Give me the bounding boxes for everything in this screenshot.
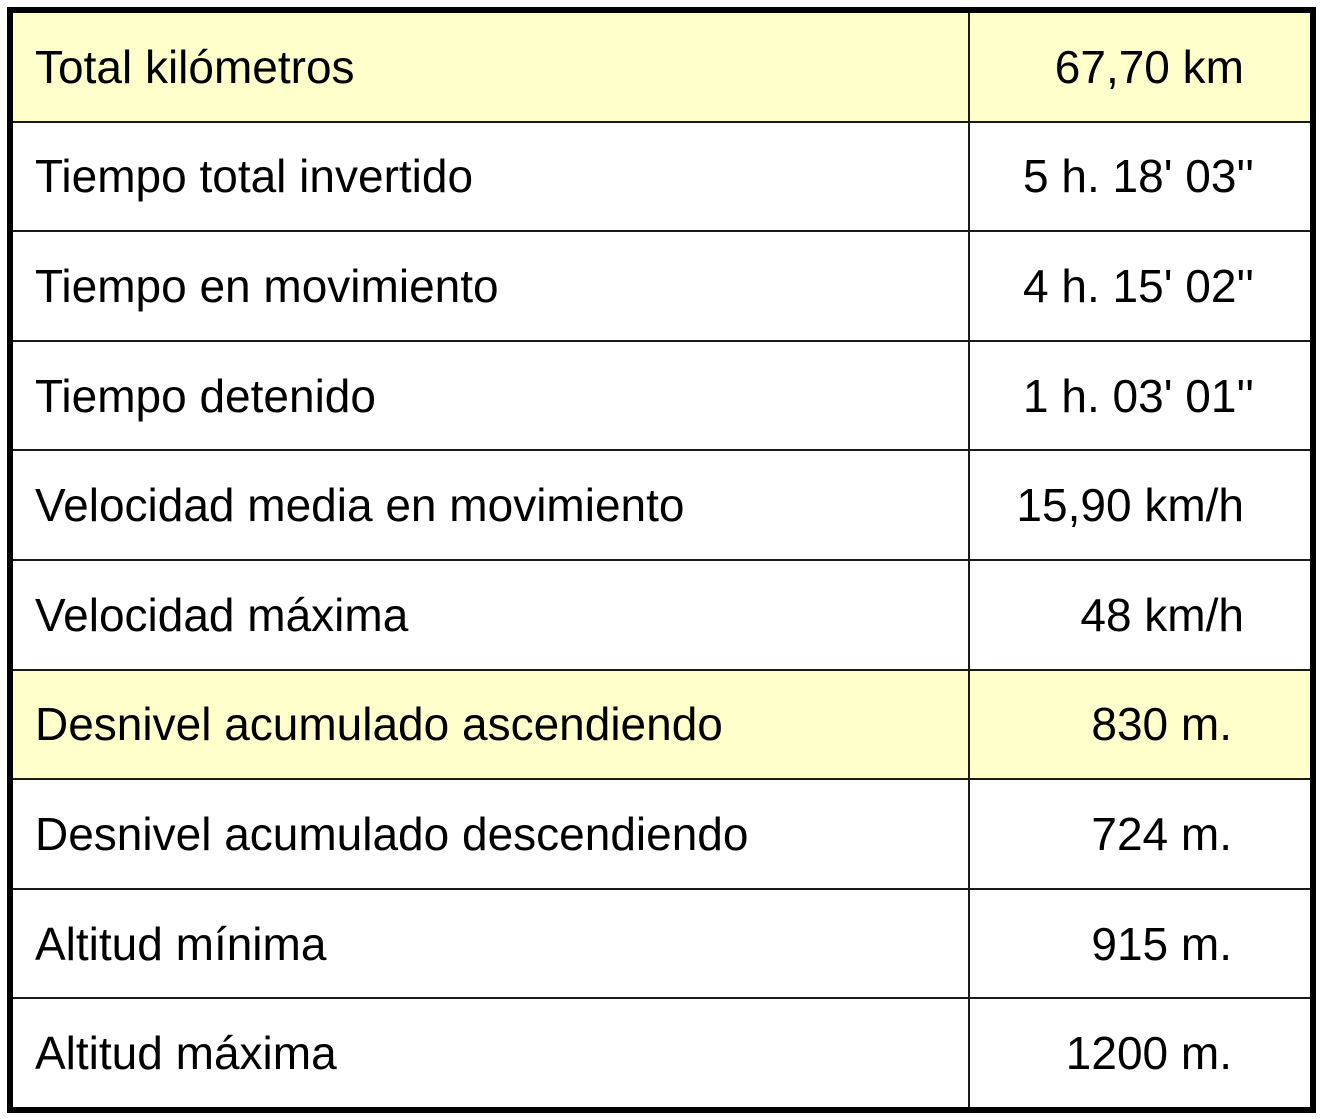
row-label: Tiempo total invertido [13, 123, 970, 231]
row-label: Altitud máxima [13, 999, 970, 1107]
table-row-max-speed [13, 559, 1310, 669]
table-row-descent [13, 778, 1310, 888]
table-row-stopped-time [13, 340, 1310, 450]
table-row-moving-time [13, 230, 1310, 340]
row-label: Altitud mínima [13, 890, 970, 998]
row-value: 5 h. 18' 03'' [1023, 150, 1254, 203]
row-label: Desnivel acumulado ascendiendo [13, 671, 970, 779]
route-stats-table [7, 7, 1316, 1113]
row-label: Desnivel acumulado descendiendo [13, 780, 970, 888]
table-row-max-altitude [13, 997, 1310, 1107]
row-value: 724 m. [1091, 807, 1232, 860]
row-label: Tiempo en movimiento [13, 232, 970, 340]
row-value: 67,70 km [1054, 40, 1244, 93]
row-value: 1 h. 03' 01'' [1023, 369, 1254, 422]
row-value: 15,90 km/h [1016, 479, 1244, 532]
row-label: Total kilómetros [13, 13, 970, 121]
row-label: Velocidad media en movimiento [13, 451, 970, 559]
row-value: 4 h. 15' 02'' [1023, 259, 1254, 312]
row-label: Tiempo detenido [13, 342, 970, 450]
row-value: 830 m. [1091, 698, 1232, 751]
table-row-total-km [13, 13, 1310, 121]
row-label: Velocidad máxima [13, 561, 970, 669]
row-value: 1200 m. [1065, 1027, 1232, 1080]
table-row-total-time [13, 121, 1310, 231]
table-row-ascent [13, 669, 1310, 779]
row-value: 48 km/h [1080, 588, 1244, 641]
table-row-min-altitude [13, 888, 1310, 998]
row-value: 915 m. [1091, 917, 1232, 970]
table-row-avg-speed [13, 449, 1310, 559]
